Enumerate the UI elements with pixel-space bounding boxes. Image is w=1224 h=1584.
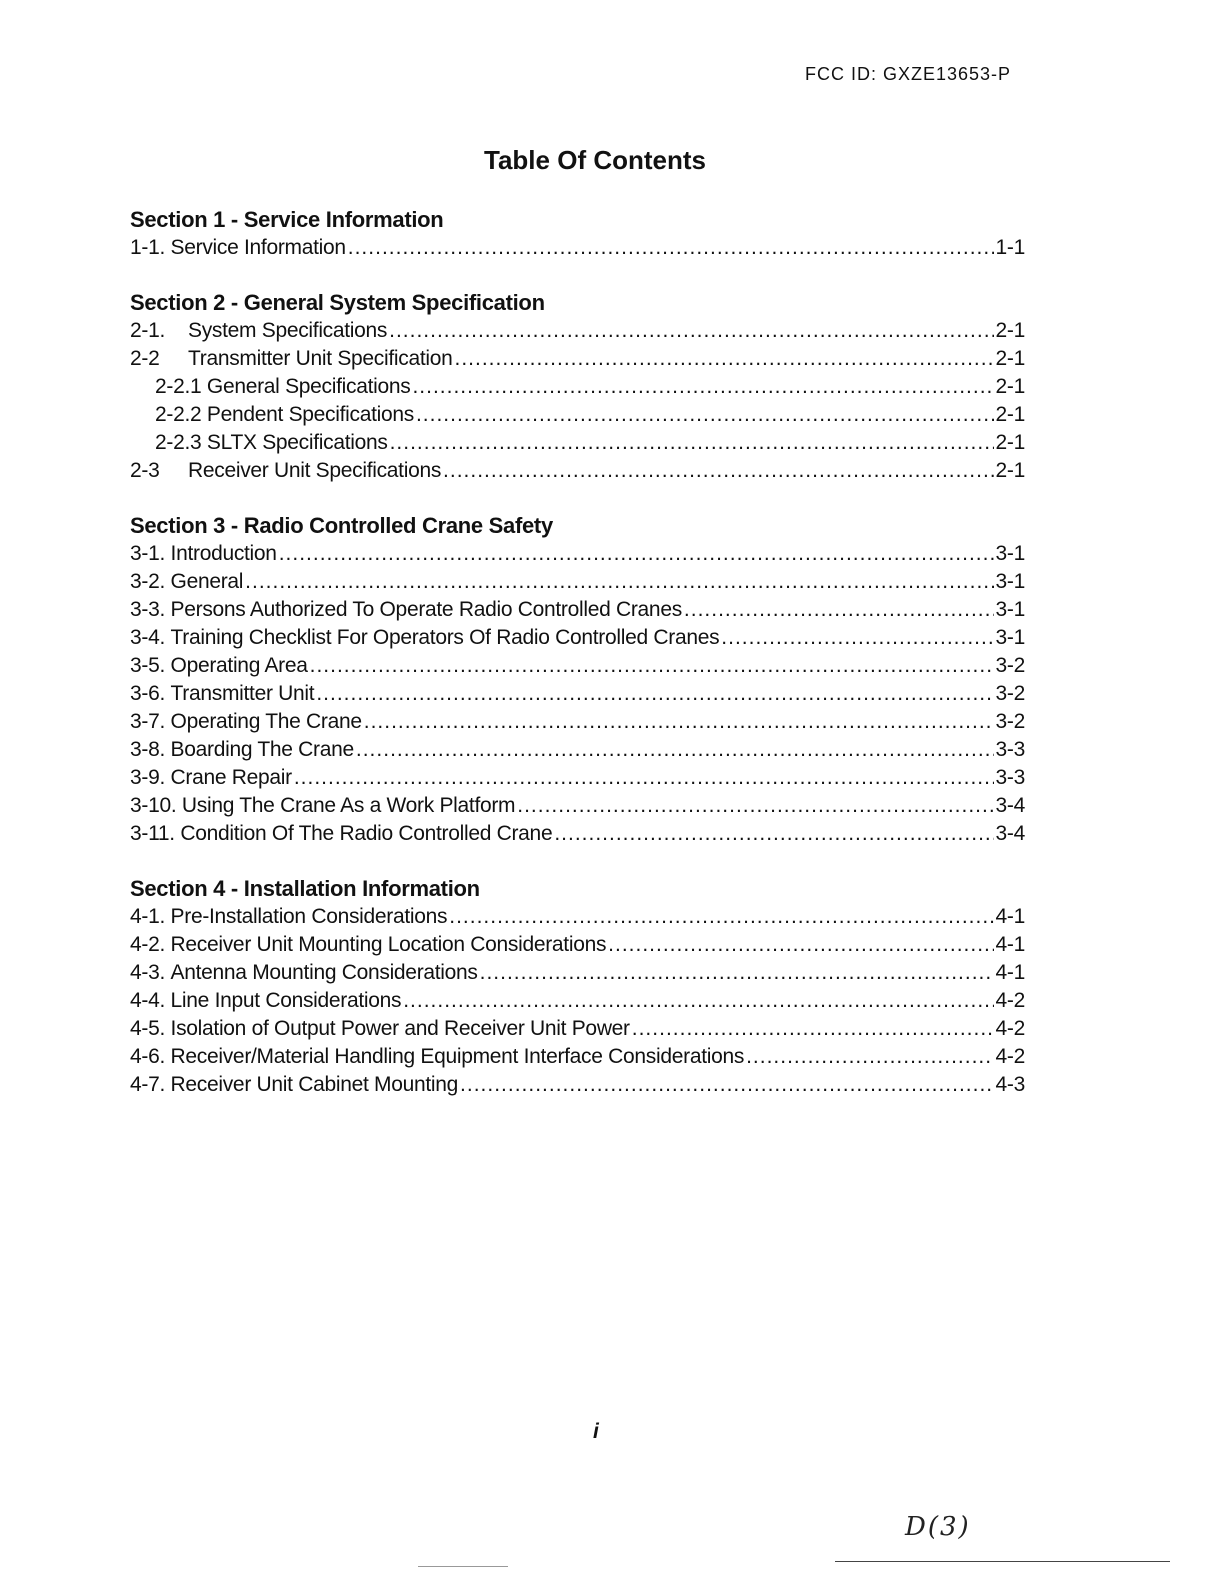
toc-entry[interactable]	[130, 317, 1025, 345]
entry-number: 2-3	[130, 459, 160, 482]
dot-leader	[348, 234, 994, 262]
entry-number: 4-1.	[130, 905, 165, 928]
dot-leader	[245, 568, 993, 596]
toc-entry[interactable]	[130, 987, 1025, 1015]
toc-entry[interactable]	[130, 624, 1025, 652]
dot-leader	[310, 652, 994, 680]
entry-page: 2-1	[995, 375, 1025, 398]
entry-number: 2-2	[130, 347, 160, 370]
entry-page: 2-1	[995, 347, 1025, 370]
section-heading: Section 1 - Service Information	[130, 207, 444, 232]
entry-title: Antenna Mounting Considerations	[170, 961, 478, 984]
entry-page: 4-1	[995, 933, 1025, 956]
page-title: Table Of Contents	[484, 145, 706, 175]
entry-title: Receiver Unit Cabinet Mounting	[170, 1073, 459, 1096]
entry-number: 3-5.	[130, 654, 165, 677]
entry-title: SLTX Specifications	[206, 431, 388, 454]
entry-number: 3-7.	[130, 710, 165, 733]
entry-page: 4-1	[995, 905, 1025, 928]
entry-page: 3-1	[995, 598, 1025, 621]
entry-page: 2-1	[995, 459, 1025, 482]
entry-number: 2-2.3	[155, 431, 202, 454]
entry-title: Transmitter Unit Specification	[188, 347, 453, 370]
fcc-id-header: FCC ID: GXZE13653-P	[805, 64, 1012, 84]
entry-title: Introduction	[170, 542, 277, 565]
entry-title: General Specifications	[206, 375, 411, 398]
entry-page: 3-2	[995, 682, 1025, 705]
entry-page: 3-1	[995, 542, 1025, 565]
dot-leader	[632, 1015, 994, 1043]
entry-title: Operating Area	[170, 654, 308, 677]
entry-page: 4-3	[995, 1073, 1025, 1096]
entry-page: 1-1	[995, 236, 1025, 259]
entry-number: 3-1.	[130, 542, 165, 565]
entry-page: 4-1	[995, 961, 1025, 984]
bottom-rule-left	[418, 1566, 508, 1567]
entry-number: 2-2.1	[155, 375, 202, 398]
entry-title: Persons Authorized To Operate Radio Controlled Cranes	[170, 598, 682, 621]
handwritten-note: D(3)	[905, 1512, 971, 1542]
dot-leader	[480, 959, 994, 987]
entry-number: 3-2.	[130, 570, 165, 593]
entry-number: 4-2.	[130, 933, 165, 956]
dot-leader	[721, 624, 993, 652]
dot-leader	[454, 345, 993, 373]
entry-title: System Specifications	[188, 319, 388, 342]
entry-number: 3-4.	[130, 626, 165, 649]
entry-page: 3-4	[995, 822, 1025, 845]
dot-leader	[684, 596, 994, 624]
toc-entry[interactable]	[130, 708, 1025, 736]
dot-leader	[416, 401, 994, 429]
entry-number: 4-4.	[130, 989, 165, 1012]
entry-page: 4-2	[995, 1017, 1025, 1040]
section-heading: Section 4 - Installation Information	[130, 876, 480, 901]
section-heading: Section 3 - Radio Controlled Crane Safety	[130, 513, 553, 538]
dot-leader	[389, 317, 993, 345]
entry-page: 3-3	[995, 766, 1025, 789]
dot-leader	[460, 1071, 994, 1099]
entry-number: 4-6.	[130, 1045, 165, 1068]
entry-title: Receiver/Material Handling Equipment Interface Considerations	[170, 1045, 745, 1068]
entry-title: Condition Of The Radio Controlled Crane	[180, 822, 553, 845]
entry-number: 3-6.	[130, 682, 165, 705]
dot-leader	[554, 820, 993, 848]
toc-entry[interactable]	[130, 234, 1025, 262]
entry-title: Boarding The Crane	[170, 738, 354, 761]
entry-title: Isolation of Output Power and Receiver Unit Power	[170, 1017, 630, 1040]
dot-leader	[608, 931, 993, 959]
entry-number: 3-3.	[130, 598, 165, 621]
entry-number: 4-7.	[130, 1073, 165, 1096]
entry-number: 4-5.	[130, 1017, 165, 1040]
entry-number: 2-2.2	[155, 403, 202, 426]
entry-page: 3-2	[995, 710, 1025, 733]
toc-subentry[interactable]	[130, 429, 1025, 457]
entry-page: 2-1	[995, 319, 1025, 342]
dot-leader	[403, 987, 993, 1015]
dot-leader	[390, 429, 994, 457]
toc-subentry[interactable]	[130, 373, 1025, 401]
page-number: i	[593, 1420, 599, 1443]
entry-page: 4-2	[995, 989, 1025, 1012]
dot-leader	[316, 680, 993, 708]
entry-title: Line Input Considerations	[170, 989, 402, 1012]
entry-page: 3-4	[995, 794, 1025, 817]
dot-leader	[364, 708, 994, 736]
toc-entry[interactable]	[130, 345, 1025, 373]
toc-section-2	[130, 289, 1025, 485]
dot-leader	[517, 792, 993, 820]
entry-number: 3-10.	[130, 794, 177, 817]
dot-leader	[294, 764, 994, 792]
entry-title: Crane Repair	[170, 766, 292, 789]
toc-entry[interactable]	[130, 959, 1025, 987]
toc-subentry[interactable]	[130, 401, 1025, 429]
entry-title: Pendent Specifications	[206, 403, 414, 426]
entry-title: Transmitter Unit	[170, 682, 315, 705]
entry-page: 3-1	[995, 570, 1025, 593]
toc-entry[interactable]	[130, 931, 1025, 959]
toc-entry[interactable]	[130, 820, 1025, 848]
entry-number: 4-3.	[130, 961, 165, 984]
entry-number: 3-8.	[130, 738, 165, 761]
section-heading: Section 2 - General System Specification	[130, 290, 545, 315]
toc-section-1	[130, 206, 1025, 262]
entry-title: Receiver Unit Mounting Location Considerations	[170, 933, 607, 956]
toc-entry[interactable]	[130, 736, 1025, 764]
dot-leader	[746, 1043, 993, 1071]
entry-title: Pre-Installation Considerations	[170, 905, 448, 928]
toc-entry[interactable]	[130, 1015, 1025, 1043]
entry-title: Training Checklist For Operators Of Radio Controlled Cranes	[170, 626, 720, 649]
bottom-rule-right	[835, 1561, 1170, 1562]
entry-title: General	[170, 570, 244, 593]
toc-entry[interactable]	[130, 457, 1025, 485]
dot-leader	[279, 540, 994, 568]
dot-leader	[443, 457, 994, 485]
entry-title: Operating The Crane	[170, 710, 362, 733]
toc-entry[interactable]	[130, 903, 1025, 931]
entry-page: 3-1	[995, 626, 1025, 649]
dot-leader	[356, 736, 994, 764]
entry-number: 3-9.	[130, 766, 165, 789]
entry-page: 2-1	[995, 403, 1025, 426]
toc-section-4	[130, 875, 1025, 1099]
entry-page: 2-1	[995, 431, 1025, 454]
entry-title: Receiver Unit Specifications	[188, 459, 442, 482]
toc-entry[interactable]	[130, 764, 1025, 792]
toc-entry[interactable]	[130, 596, 1025, 624]
entry-page: 3-2	[995, 654, 1025, 677]
toc-entry[interactable]	[130, 568, 1025, 596]
entry-number: 2-1.	[130, 319, 165, 342]
entry-page: 3-3	[995, 738, 1025, 761]
entry-number: 1-1.	[130, 236, 165, 259]
dot-leader	[412, 373, 993, 401]
toc-entry[interactable]	[130, 1071, 1025, 1099]
toc-entry[interactable]	[130, 1043, 1025, 1071]
dot-leader	[449, 903, 993, 931]
entry-title: Service Information	[170, 236, 346, 259]
toc-entry[interactable]	[130, 792, 1025, 820]
table-of-contents	[130, 206, 1025, 1126]
entry-title: Using The Crane As a Work Platform	[181, 794, 516, 817]
toc-entry[interactable]	[130, 540, 1025, 568]
toc-section-3	[130, 512, 1025, 848]
entry-page: 4-2	[995, 1045, 1025, 1068]
entry-number: 3-11.	[130, 822, 175, 845]
toc-entry[interactable]	[130, 680, 1025, 708]
toc-entry[interactable]	[130, 652, 1025, 680]
